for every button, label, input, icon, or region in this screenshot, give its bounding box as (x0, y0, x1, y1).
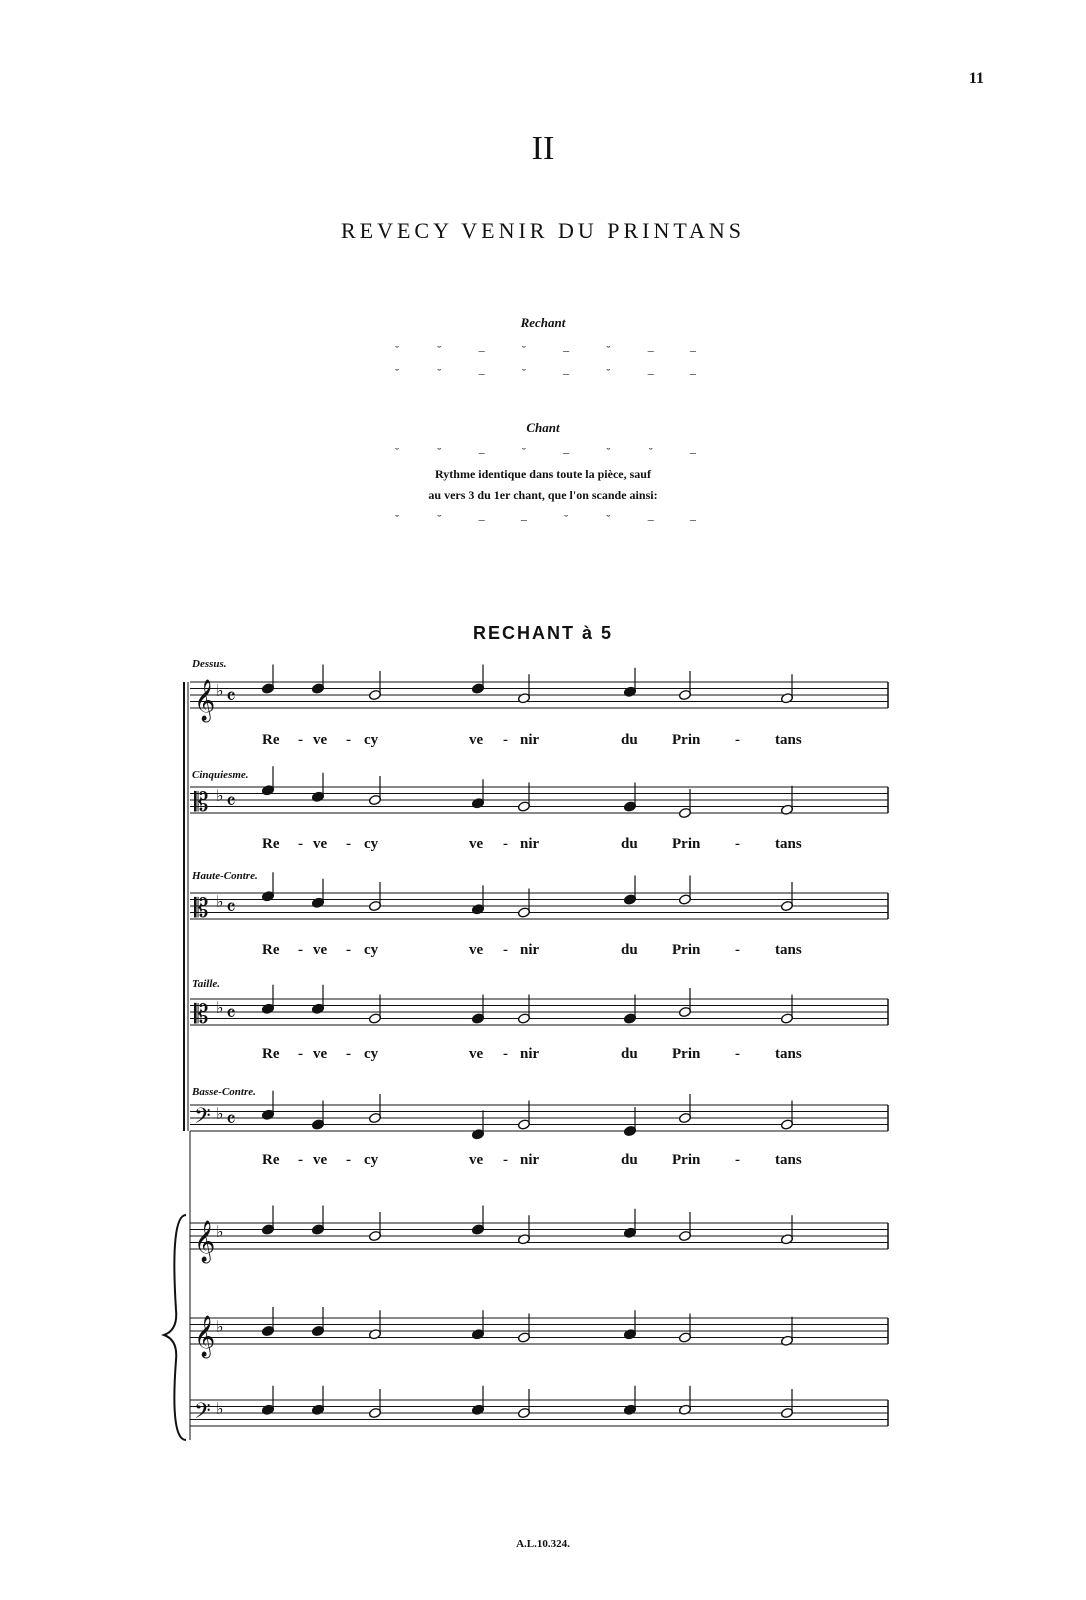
scheme-mark: ˘ (606, 445, 611, 459)
lyric-syllable: - (503, 732, 508, 748)
lyric-syllable: tans (775, 1046, 802, 1062)
scheme-mark: ˘ (437, 445, 442, 459)
lyric-syllable: - (298, 732, 303, 748)
scheme-mark: ˘ (395, 512, 399, 526)
alto-clef: 𝄡 (194, 894, 209, 924)
scheme-mark: – (647, 512, 654, 526)
lyric-syllable: cy (364, 1046, 379, 1062)
lyric-syllable: Prin (672, 836, 701, 852)
lyric-syllable: - (298, 1046, 303, 1062)
lyric-syllable: du (621, 1046, 638, 1062)
flat-key-signature: ♭ (216, 1399, 224, 1418)
lyric-syllable: Prin (672, 1046, 701, 1062)
scheme-mark: – (478, 366, 485, 380)
treble-clef: 𝄞 (194, 1316, 216, 1357)
scheme-mark: – (689, 366, 696, 380)
scheme-mark: ˘ (437, 512, 442, 526)
voice-name-haute-contre: Haute-Contre. (192, 870, 258, 882)
lyric-syllable: Re (262, 732, 280, 748)
scheme-mark: ˘ (395, 445, 399, 459)
chant-label: Chant (526, 420, 560, 435)
common-time: 𝄴 (226, 790, 236, 815)
scheme-mark: ˘ (648, 445, 653, 459)
alto-clef: 𝄡 (194, 788, 209, 818)
lyric-syllable: nir (520, 1152, 540, 1168)
lyric-syllable: nir (520, 942, 540, 958)
common-time: 𝄴 (226, 685, 236, 710)
lyric-syllable: ve (469, 1046, 484, 1062)
lyric-syllable: Prin (672, 942, 701, 958)
alto-clef: 𝄡 (194, 1000, 209, 1030)
lyric-syllable: ve (469, 1152, 484, 1168)
lyric-syllable: nir (520, 836, 540, 852)
scheme-mark: – (563, 445, 570, 459)
scheme-mark: ˘ (564, 512, 569, 526)
scheme-mark: ˘ (437, 366, 442, 380)
scheme-mark: ˘ (395, 366, 399, 380)
voice-name-basse-contre: Basse-Contre. (192, 1086, 256, 1098)
common-time: 𝄴 (226, 1108, 236, 1133)
flat-key-signature: ♭ (216, 998, 224, 1017)
lyric-syllable: - (503, 1046, 508, 1062)
lyric-syllable: du (621, 1152, 638, 1168)
lyric-syllable: du (621, 836, 638, 852)
lyric-syllable: - (735, 1046, 740, 1062)
rhythm-note-line-1: Rythme identique dans toute la pièce, sauf (435, 467, 651, 481)
section-title: RECHANT à 5 (472, 623, 614, 643)
lyric-syllable: - (346, 942, 351, 958)
scheme-mark: – (478, 343, 485, 357)
lyric-syllable: - (298, 942, 303, 958)
flat-key-signature: ♭ (216, 681, 224, 700)
rechant-label: Rechant (520, 315, 566, 330)
lyric-syllable: - (298, 836, 303, 852)
lyric-syllable: - (346, 1046, 351, 1062)
scheme-mark: ˘ (606, 343, 611, 357)
flat-key-signature: ♭ (216, 1104, 224, 1123)
lyric-syllable: ve (469, 836, 484, 852)
scheme-mark: – (647, 343, 654, 357)
flat-key-signature: ♭ (216, 1222, 224, 1241)
lyric-syllable: tans (775, 836, 802, 852)
lyric-syllable: ve (313, 732, 328, 748)
lyric-syllable: ve (469, 732, 484, 748)
lyric-syllable: - (346, 732, 351, 748)
lyric-syllable: Prin (672, 732, 701, 748)
scheme-mark: – (478, 512, 485, 526)
bass-clef: 𝄢 (194, 1104, 211, 1134)
page-number: 11 (968, 70, 984, 87)
lyric-syllable: - (503, 942, 508, 958)
lyric-syllable: ve (313, 1152, 328, 1168)
lyric-syllable: nir (520, 1046, 540, 1062)
lyric-syllable: tans (775, 732, 802, 748)
lyric-syllable: - (735, 732, 740, 748)
lyric-syllable: Re (262, 1046, 280, 1062)
lyric-syllable: - (503, 1152, 508, 1168)
lyric-syllable: - (346, 836, 351, 852)
scheme-mark: ˘ (437, 343, 442, 357)
flat-key-signature: ♭ (216, 1317, 224, 1336)
voice-name-cinquiesme: Cinquiesme. (192, 769, 249, 781)
lyric-syllable: tans (775, 942, 802, 958)
lyric-syllable: cy (364, 1152, 379, 1168)
common-time: 𝄴 (226, 1002, 236, 1027)
scheme-mark: – (520, 512, 527, 526)
common-time: 𝄴 (226, 896, 236, 921)
lyric-syllable: - (503, 836, 508, 852)
lyric-syllable: ve (313, 1046, 328, 1062)
lyric-syllable: ve (469, 942, 484, 958)
lyric-syllable: Re (262, 836, 280, 852)
scheme-mark: ˘ (606, 512, 611, 526)
scheme-mark: ˘ (606, 366, 611, 380)
lyric-syllable: cy (364, 942, 379, 958)
piano-brace (164, 1215, 186, 1440)
scheme-mark: – (563, 366, 570, 380)
scheme-mark: – (689, 445, 696, 459)
lyric-syllable: du (621, 942, 638, 958)
lyric-syllable: tans (775, 1152, 802, 1168)
voice-name-dessus: Dessus. (192, 658, 227, 670)
treble-clef: 𝄞 (194, 680, 216, 721)
lyric-syllable: Prin (672, 1152, 701, 1168)
lyric-syllable: - (735, 942, 740, 958)
bass-clef: 𝄢 (194, 1399, 211, 1429)
lyric-syllable: cy (364, 732, 379, 748)
lyric-syllable: Re (262, 1152, 280, 1168)
lyric-syllable: ve (313, 836, 328, 852)
lyric-syllable: cy (364, 836, 379, 852)
scheme-mark: ˘ (521, 366, 526, 380)
lyric-syllable: - (735, 836, 740, 852)
plate-number: A.L.10.324. (516, 1538, 570, 1550)
scheme-mark: ˘ (521, 445, 526, 459)
rhythm-note-line-2: au vers 3 du 1er chant, que l'on scande ainsi: (428, 488, 658, 502)
scheme-mark: ˘ (395, 343, 399, 357)
voice-name-taille: Taille. (192, 978, 221, 990)
lyric-syllable: - (298, 1152, 303, 1168)
piece-title: REVECY VENIR DU PRINTANS (340, 218, 746, 243)
flat-key-signature: ♭ (216, 892, 224, 911)
lyric-syllable: - (735, 1152, 740, 1168)
treble-clef: 𝄞 (194, 1221, 216, 1262)
scheme-mark: – (647, 366, 654, 380)
lyric-syllable: Re (262, 942, 280, 958)
scheme-mark: ˘ (521, 343, 526, 357)
lyric-syllable: du (621, 732, 638, 748)
scheme-mark: – (689, 512, 696, 526)
scheme-mark: – (689, 343, 696, 357)
scheme-mark: – (478, 445, 485, 459)
lyric-syllable: - (346, 1152, 351, 1168)
piece-number: II (531, 130, 555, 167)
lyric-syllable: ve (313, 942, 328, 958)
flat-key-signature: ♭ (216, 786, 224, 805)
lyric-syllable: nir (520, 732, 540, 748)
scheme-mark: – (563, 343, 570, 357)
